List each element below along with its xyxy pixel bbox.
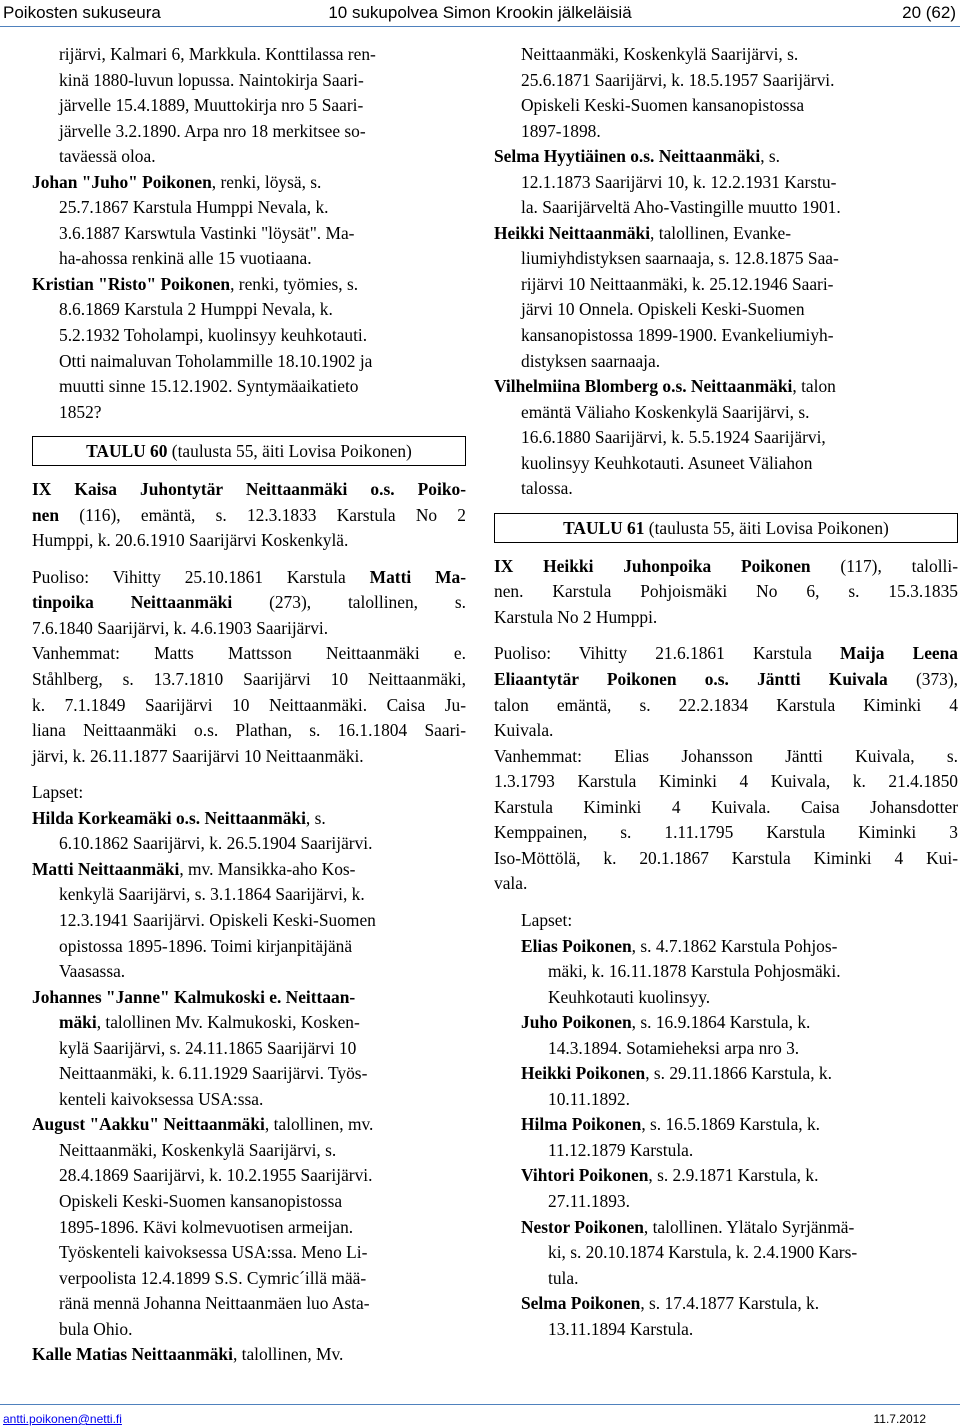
text-line: 6.10.1862 Saarijärvi, k. 26.5.1904 Saarijärvi. <box>59 833 373 854</box>
text-line: kansanopistossa 1899-1900. Evankeliumiyh- <box>521 325 834 346</box>
spouse-line: Puoliso: Vihitty 21.6.1861 Karstula Maija Leena <box>494 643 958 664</box>
text-line: talon emäntä, s. 22.2.1834 Karstula Kiminki 4 <box>494 694 958 715</box>
text-line: Opiskeli Keski-Suomen kansanopistossa <box>59 1190 343 1211</box>
person-name: Johan "Juho" Poikonen <box>32 171 212 192</box>
text-line: järvelle 15.4.1889, Muuttokirja nro 5 Saari- <box>59 95 364 116</box>
text-line: liana Neittaanmäki o.s. Plathan, s. 16.1.1804 Saari- <box>32 720 466 741</box>
footer-rule <box>0 1404 960 1405</box>
text-line: verpoolista 12.4.1899 S.S. Cymric´illä mää- <box>59 1267 367 1288</box>
text-line: Kemppainen, s. 1.11.1795 Karstula Kiminki 3 <box>494 822 958 843</box>
table-source: (taulusta 55, äiti Lovisa Poikonen) <box>644 517 889 538</box>
text-line: 14.3.1894. Sotamieheksi arpa nro 3. <box>548 1037 800 1058</box>
text-line: ki, s. 20.10.1874 Karstula, k. 2.4.1900 Kars- <box>548 1242 858 1263</box>
text-line: järvi, k. 26.11.1877 Saarijärvi 10 Neittaanmäki. <box>32 745 364 766</box>
child-name: Vihtori Poikonen <box>521 1165 649 1186</box>
text-line: talossa. <box>521 478 573 499</box>
spouse-name: Maija Leena <box>840 643 958 664</box>
text-line: Ståhlberg, s. 13.7.1810 Saarijärvi 10 Neittaanmäki, <box>32 669 466 690</box>
text-line: 1.3.1793 Karstula Kiminki 4 Kuivala, k. 21.4.1850 <box>494 771 958 792</box>
child-name: Selma Hyytiäinen o.s. Neittaanmäki <box>494 146 761 167</box>
person-entry <box>32 170 466 196</box>
child-entry: Vihtori Poikonen, s. 2.9.1871 Karstula, k. <box>521 1165 819 1186</box>
header-title: 10 sukupolvea Simon Krookin jälkeläisiä <box>328 3 632 22</box>
child-entry: Juho Poikonen, s. 16.9.1864 Karstula, k. <box>521 1012 811 1033</box>
child-entry: Selma Poikonen, s. 17.4.1877 Karstula, k. <box>521 1293 820 1314</box>
child-entry: Vilhelmiina Blomberg o.s. Neittaanmäki, talon <box>494 376 836 397</box>
text-line: 1895-1896. Kävi kolmevuotisen armeijan. <box>59 1216 354 1237</box>
text-line: liumiyhdistyksen saarnaaja, s. 12.8.1875 Saa- <box>521 248 839 269</box>
text-line: Neittaanmäki, Koskenkylä Saarijärvi, s. <box>59 1139 337 1160</box>
text-line: 8.6.1869 Karstula 2 Humppi Nevala, k. <box>59 299 333 320</box>
table-heading-box <box>32 436 466 466</box>
text-line: tinpoika Neittaanmäki (273), talollinen, s. <box>32 592 466 613</box>
table-source: (taulusta 55, äiti Lovisa Poikonen) <box>167 441 412 462</box>
text-line: Neittaanmäki, k. 6.11.1929 Saarijärvi. Työs- <box>59 1063 368 1084</box>
main-person-name: IX Kaisa Juhontytär Neittaanmäki o.s. Poiko- <box>32 479 466 500</box>
text-line: Otti naimaluvan Toholammille 18.10.1902 ja <box>59 350 373 371</box>
spouse-line: Puoliso: Vihitty 25.10.1861 Karstula Matti Ma- <box>32 566 466 587</box>
text-line: 28.4.1869 Saarijärvi, k. 10.2.1955 Saarijärvi. <box>59 1165 373 1186</box>
text-line: 3.6.1887 Karswtula Vastinki "löysät". Ma- <box>59 222 355 243</box>
text-line: Opiskeli Keski-Suomen kansanopistossa <box>521 95 805 116</box>
text-line: bula Ohio. <box>59 1318 133 1339</box>
text-line: rijärvi 10 Neittaanmäki, k. 25.12.1946 Saari- <box>521 273 834 294</box>
text-line: tula. <box>548 1267 579 1288</box>
text-line: nen. Karstula Pohjoismäki No 6, s. 15.3.1835 <box>494 581 958 602</box>
child-name: Vilhelmiina Blomberg o.s. Neittaanmäki <box>494 376 793 397</box>
text-line: järvelle 3.2.1890. Arpa nro 18 merkitsee so- <box>59 120 366 141</box>
text-line: Keuhkotauti kuolinsyy. <box>548 986 711 1007</box>
text-line: nen (116), emäntä, s. 12.3.1833 Karstula No 2 <box>32 504 466 525</box>
table-id: TAULU 60 <box>86 441 168 462</box>
text-line: Työskenteli kaivoksessa USA:ssa. Meno Li- <box>59 1242 368 1263</box>
text-line: Vanhemmat: Elias Johansson Jäntti Kuivala, s. <box>494 745 958 766</box>
text-line: Karstula No 2 Humppi. <box>494 606 658 627</box>
text-line: 10.11.1892. <box>548 1088 630 1109</box>
children-heading: Lapset: <box>32 782 84 803</box>
table-id: TAULU 61 <box>563 517 645 538</box>
text-line: Kuivala. <box>494 720 554 741</box>
child-name: Johannes "Janne" Kalmukoski e. Neittaan- <box>32 986 356 1007</box>
text-line: 12.3.1941 Saarijärvi. Opiskeli Keski-Suomen <box>59 909 376 930</box>
text-line: 1897-1898. <box>521 120 601 141</box>
text-line: Vanhemmat: Matts Mattsson Neittaanmäki e. <box>32 643 466 664</box>
child-name: Hilda Korkeamäki o.s. Neittaanmäki <box>32 807 306 828</box>
child-name: Juho Poikonen <box>521 1012 632 1033</box>
child-name: Elias Poikonen <box>521 935 632 956</box>
person-entry <box>32 272 466 298</box>
header-page-number: 20 (62) <box>902 3 956 22</box>
page-header <box>0 0 960 30</box>
header-rule <box>0 26 960 27</box>
text-line: , renki, löysä, s. <box>211 171 322 192</box>
text-line: la. Saarijärveltä Aho-Vastingille muutto 1901. <box>521 197 841 218</box>
child-entry: Nestor Poikonen, talollinen. Ylätalo Syrjänmä- <box>521 1216 855 1237</box>
text-line: 13.11.1894 Karstula. <box>548 1318 694 1339</box>
text-line: 27.11.1893. <box>548 1190 630 1211</box>
spouse-name: Matti Ma- <box>369 566 466 587</box>
child-entry: Kalle Matias Neittaanmäki, talollinen, Mv. <box>32 1344 344 1365</box>
child-entry: Selma Hyytiäinen o.s. Neittaanmäki, s. <box>494 146 780 167</box>
text-line: mäki, k. 16.11.1878 Karstula Pohjosmäki. <box>548 961 841 982</box>
child-name: Matti Neittaanmäki <box>32 858 180 879</box>
header-society: Poikosten sukuseura <box>3 3 161 22</box>
text-line: opistossa 1895-1896. Toimi kirjanpitäjänä <box>59 935 353 956</box>
child-entry <box>32 985 466 1011</box>
child-entry: Heikki Neittaanmäki, talollinen, Evanke- <box>494 222 792 243</box>
text-line: kenteli kaivoksessa USA:ssa. <box>59 1088 264 1109</box>
text-line: taväessä oloa. <box>59 146 156 167</box>
text-line: k. 7.1.1849 Saarijärvi 10 Neittaanmäki. Caisa Ju- <box>32 694 466 715</box>
text-line: ha-ahossa renkinä alle 15 vuotiaana. <box>59 248 312 269</box>
text-line: kenkylä Saarijärvi, s. 3.1.1864 Saarijärvi, k. <box>59 884 365 905</box>
text-line: kinä 1880-luvun lopussa. Naintokirja Saari- <box>59 69 364 90</box>
main-person-line <box>32 477 466 503</box>
child-name: Heikki Poikonen <box>521 1063 646 1084</box>
right-column <box>494 42 958 1342</box>
text-line: Vaasassa. <box>59 961 126 982</box>
text-line: kylä Saarijärvi, s. 24.11.1865 Saarijärvi 10 <box>59 1037 357 1058</box>
child-name: Kalle Matias Neittaanmäki <box>32 1344 233 1365</box>
person-name: Kristian "Risto" Poikonen <box>32 273 231 294</box>
text-line: 1852? <box>59 401 102 422</box>
text-line: järvi 10 Onnela. Opiskeli Keski-Suomen <box>521 299 805 320</box>
text-line: 7.6.1840 Saarijärvi, k. 4.6.1903 Saarijärvi. <box>32 617 329 638</box>
text-line: ränä mennä Johanna Neittaanmäen luo Asta- <box>59 1293 370 1314</box>
text-line: Humppi, k. 20.6.1910 Saarijärvi Koskenkylä. <box>32 530 349 551</box>
footer-date: 11.7.2012 <box>873 1412 926 1426</box>
child-entry: Hilda Korkeamäki o.s. Neittaanmäki, s. <box>32 807 326 828</box>
text-line: Eliaantytär Poikonen o.s. Jäntti Kuivala (373), <box>494 669 958 690</box>
child-entry: Elias Poikonen, s. 4.7.1862 Karstula Pohjos- <box>521 935 838 956</box>
left-column <box>32 42 466 1368</box>
text-line: , renki, työmies, s. <box>230 273 359 294</box>
text-line: Iso-Möttölä, k. 20.1.1867 Karstula Kiminki 4 Kui- <box>494 847 958 868</box>
child-name: Hilma Poikonen <box>521 1114 642 1135</box>
text-line: 11.12.1879 Karstula. <box>548 1139 694 1160</box>
child-entry: Hilma Poikonen, s. 16.5.1869 Karstula, k. <box>521 1114 821 1135</box>
text-line: emäntä Väliaho Koskenkylä Saarijärvi, s. <box>521 401 810 422</box>
text-line: distyksen saarnaaja. <box>521 350 661 371</box>
text-line: 25.6.1871 Saarijärvi, k. 18.5.1957 Saarijärvi. <box>521 69 835 90</box>
text-line: muutti sinne 15.12.1902. Syntymäaikatieto <box>59 376 359 397</box>
text-line: 5.2.1932 Toholampi, kuolinsyy keuhkotauti. <box>59 325 368 346</box>
text-line: 12.1.1873 Saarijärvi 10, k. 12.2.1931 Karstu- <box>521 171 837 192</box>
child-entry: Matti Neittaanmäki, mv. Mansikka-aho Kos- <box>32 858 356 879</box>
text-line: Neittaanmäki, Koskenkylä Saarijärvi, s. <box>521 44 799 64</box>
child-name: Selma Poikonen <box>521 1293 641 1314</box>
text-line: vala. <box>494 873 528 894</box>
children-heading: Lapset: <box>521 909 573 930</box>
text-line: mäki, talollinen Mv. Kalmukoski, Kosken- <box>59 1012 360 1033</box>
text-line: 25.7.1867 Karstula Humppi Nevala, k. <box>59 197 329 218</box>
text-line: rijärvi, Kalmari 6, Markkula. Konttilassa ren- <box>59 44 376 64</box>
child-name: August "Aakku" Neittaanmäki <box>32 1114 265 1135</box>
page-footer <box>0 1404 960 1428</box>
text-line: kuolinsyy Keuhkotauti. Asuneet Väliahon <box>521 452 813 473</box>
text-line: Karstula Kiminki 4 Kuivala. Caisa Johansdotter <box>494 796 958 817</box>
main-person-line: IX Heikki Juhonpoika Poikonen (117), talolli- <box>494 555 958 576</box>
child-name: Heikki Neittaanmäki <box>494 222 651 243</box>
main-person-name: Heikki Juhonpoika Poikonen <box>543 555 811 576</box>
table-heading-box <box>494 513 958 543</box>
child-name: Nestor Poikonen <box>521 1216 644 1237</box>
child-entry: August "Aakku" Neittaanmäki, talollinen, mv. <box>32 1114 374 1135</box>
footer-email-link[interactable]: antti.poikonen@netti.fi <box>3 1412 122 1426</box>
text-line: 16.6.1880 Saarijärvi, k. 5.5.1924 Saarijärvi, <box>521 427 826 448</box>
child-entry: Heikki Poikonen, s. 29.11.1866 Karstula, k. <box>521 1063 832 1084</box>
